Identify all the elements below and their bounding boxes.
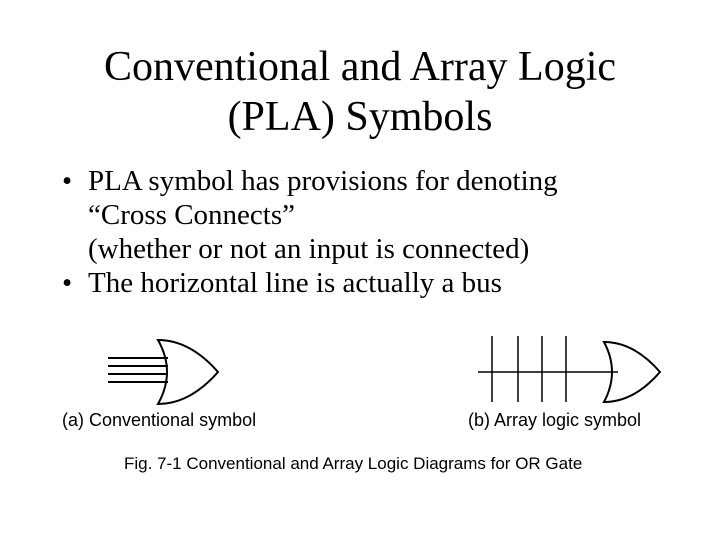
or-gate-figure xyxy=(0,330,720,540)
slide-title xyxy=(0,42,720,142)
figure-caption: Fig. 7-1 Conventional and Array Logic Diagrams for OR Gate xyxy=(124,454,583,473)
bullet-item xyxy=(62,164,702,266)
bullet-text-line: PLA symbol has provisions for denoting xyxy=(88,165,558,197)
bullet-text-line: The horizontal line is actually a bus xyxy=(88,267,502,299)
bullet-list xyxy=(62,164,702,300)
bullet-dot: • xyxy=(62,165,73,197)
bullet-dot: • xyxy=(62,267,73,299)
caption-array-logic: (b) Array logic symbol xyxy=(468,410,642,430)
bullet-item xyxy=(62,266,702,300)
bullet-text-line: (whether or not an input is connected) xyxy=(88,233,530,265)
bullet-text-line: “Cross Connects” xyxy=(88,199,295,231)
array-logic-or-gate-icon xyxy=(478,336,660,402)
conventional-or-gate-icon xyxy=(108,340,218,404)
caption-conventional: (a) Conventional symbol xyxy=(62,410,257,430)
figure-drawing xyxy=(0,330,720,540)
slide-title-line-2: (PLA) Symbols xyxy=(227,94,493,140)
slide-title-line-1: Conventional and Array Logic xyxy=(103,44,617,90)
